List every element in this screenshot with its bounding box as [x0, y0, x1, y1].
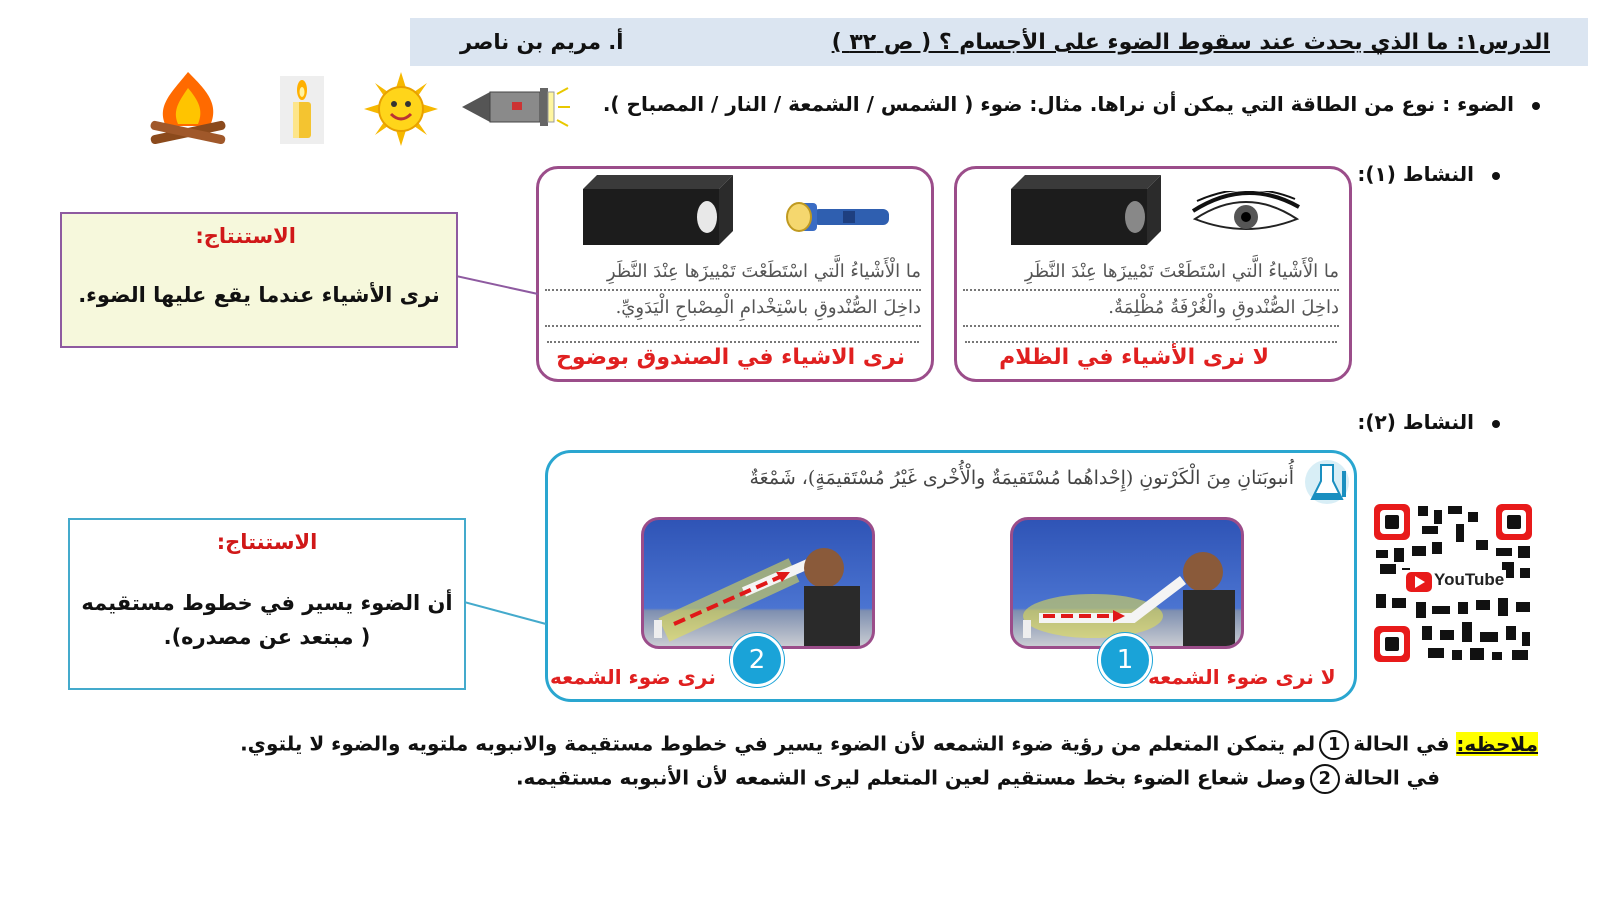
- activity2-panel: [545, 450, 1357, 702]
- activity2-heading: [1357, 410, 1500, 434]
- teacher-name: أ. مريم بن ناصر: [460, 30, 624, 54]
- note-case-number-2: 2: [1310, 764, 1340, 794]
- activity1-card-flashlight: [536, 166, 934, 382]
- note-label: ملاحظه:: [1456, 731, 1538, 756]
- conclusion-text: نرى الأشياء عندما يقع عليها الضوء.: [78, 283, 440, 307]
- campfire-icon: [146, 70, 230, 150]
- case-1-number: 1: [1098, 633, 1152, 687]
- question-line-2: داخِلَ الصُّنْدوقِ والْغُرْفَةُ مُظْلِمَةٌ.: [963, 291, 1339, 327]
- note-case-number-1: 1: [1319, 730, 1349, 760]
- note-line-2-text: وصل شعاع الضوء بخط مستقيم لعين المتعلم ليرى الشمعه لأن الأنبوبه مستقيمه.: [515, 765, 1306, 790]
- question-line-2: داخِلَ الصُّنْدوقِ باسْتِخْدامِ الْمِصْباحِ الْيَدَوِيِّ.: [545, 291, 921, 327]
- qr-code[interactable]: [1372, 502, 1534, 664]
- note-case-word-1: في الحالة: [1353, 731, 1450, 756]
- question-line-1: ما الْأَشْياءُ الَّتي اسْتَطَعْتَ تَمْييزَها عِنْدَ النَّظَرِ: [963, 255, 1339, 291]
- activity2-conclusion-box: [68, 518, 466, 690]
- eye-icon: [1191, 191, 1301, 241]
- connector-line: [464, 598, 548, 628]
- lesson-title: الدرس١: ما الذي يحدث عند سقوط الضوء على الأجسام ؟ ( ص ٣٢ ): [831, 30, 1550, 55]
- flask-icon: [1304, 457, 1350, 507]
- answer-dotline: [965, 341, 1337, 343]
- conclusion-title: الاستنتاج:: [216, 530, 318, 554]
- note-line-2: [516, 764, 1440, 794]
- sun-icon: [364, 72, 438, 146]
- conclusion-text-line-2: ( مبتعد عن مصدره).: [163, 625, 371, 649]
- note-case-word-2: في الحالة: [1343, 765, 1440, 790]
- activity1-conclusion-box: [60, 212, 458, 348]
- flashlight-icon: [462, 84, 570, 130]
- definition-line: [603, 92, 1540, 116]
- activity1-heading-text: النشاط (١):: [1357, 162, 1474, 186]
- photo-straight-tube: [641, 517, 875, 649]
- bullet-icon: [1492, 172, 1500, 180]
- bent-tube-illustration: [1013, 520, 1241, 646]
- question-line-1: ما الْأَشْياءُ الَّتي اسْتَطَعْتَ تَمْييزَها عِنْدَ النَّظَرِ: [545, 255, 921, 291]
- bullet-icon: [1492, 420, 1500, 428]
- activity1-question-dark: [963, 255, 1339, 327]
- youtube-badge: YouTube: [1434, 570, 1505, 589]
- activity1-question-flashlight: [545, 255, 921, 327]
- note-line-1: [240, 730, 1538, 760]
- connector-line: [456, 270, 540, 300]
- candle-icon: [280, 76, 324, 144]
- activity2-materials: أُنبوبَتانِ مِنَ الْكَرْتونِ (إِحْداهُما مُسْتَقيمَةٌ والْأُخْرى غَيْرُ مُسْتَقيمَةٍ)، شَمْعَةٌ: [749, 467, 1294, 489]
- case-2-label: نرى ضوء الشمعه: [550, 665, 716, 689]
- note-line-1-text: لم يتمكن المتعلم من رؤية ضوء الشمعه لأن الضوء يسير في خطوط مستقيمة والانبوبه ملتويه والضوء لا يلتوي.: [240, 731, 1316, 756]
- box-icon: [583, 175, 733, 245]
- activity1-answer-flashlight: نرى الاشياء في الصندوق بوضوح: [556, 345, 905, 370]
- photo-bent-tube: [1010, 517, 1244, 649]
- conclusion-text-line-1: أن الضوء يسير في خطوط مستقيمه: [81, 591, 453, 615]
- flashlight-icon: [783, 199, 893, 235]
- case-2-number: 2: [730, 633, 784, 687]
- answer-dotline: [547, 341, 919, 343]
- bullet-icon: [1532, 102, 1540, 110]
- activity1-heading: [1357, 162, 1500, 186]
- conclusion-title: الاستنتاج:: [195, 224, 296, 248]
- activity1-card-dark: [954, 166, 1352, 382]
- case-1-label: لا نرى ضوء الشمعه: [1148, 665, 1336, 689]
- activity1-answer-dark: لا نرى الأشياء في الظلام: [999, 345, 1269, 370]
- box-icon: [1011, 175, 1161, 245]
- definition-text: الضوء : نوع من الطاقة التي يمكن أن نراها. مثال: ضوء ( الشمس / الشمعة / النار / المصباح ).: [602, 92, 1514, 116]
- activity2-heading-text: النشاط (٢):: [1357, 410, 1474, 434]
- straight-tube-illustration: [644, 520, 872, 646]
